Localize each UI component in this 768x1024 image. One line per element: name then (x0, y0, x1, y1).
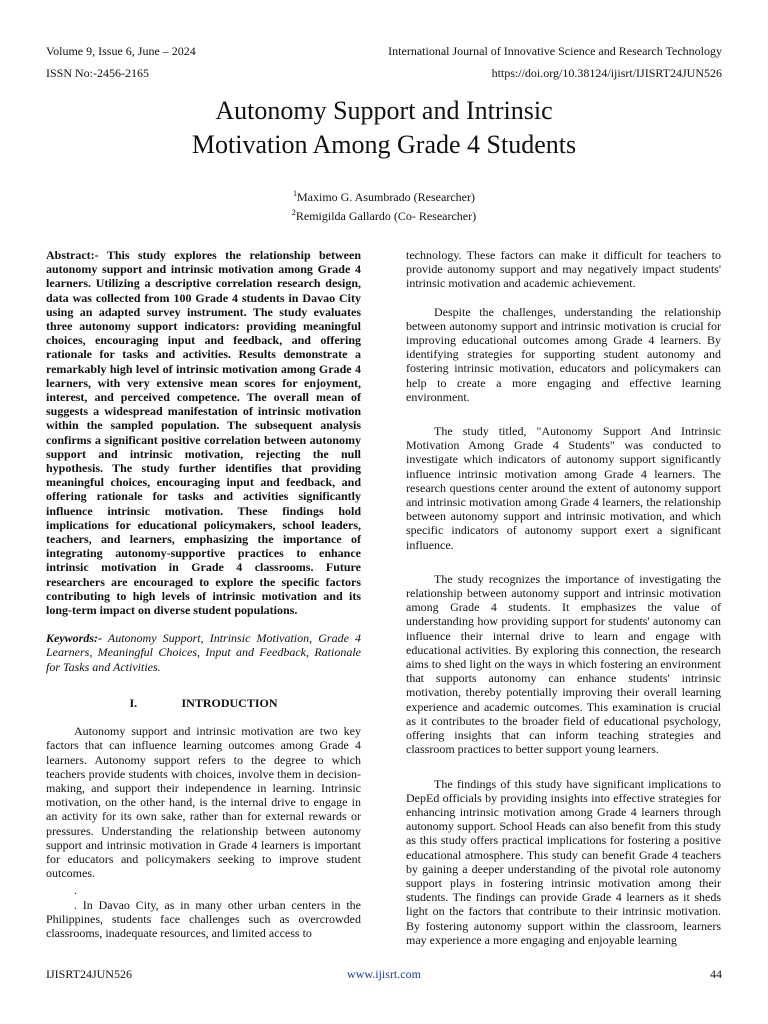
stray-dot: . (74, 883, 77, 898)
title-line-2: Motivation Among Grade 4 Students (191, 130, 577, 159)
journal-name: International Journal of Innovative Science and Research Technology (388, 44, 722, 58)
abstract: Abstract:- This study explores the relationship between autonomy support and intrinsic motivation among Grade 4 learners. Utilizing a descriptive correlation research design, data was collected from 100 Grade 4 students in Davao City using an adapted survey instrument. The study evaluates three autonomy support indicators: providing meaningful choices, encouraging input and feedback, and offering rationale for tasks and activities. Results demonstrate a remarkably high level of intrinsic motivation among Grade 4 learners, with very extensive mean scores for enjoyment, interest, and perceived competence. The overall mean of suggests a widespread manifestation of intrinsic motivation within the sampled population. The subsequent analysis confirms a significant positive correlation between autonomy support and intrinsic motivation, rejecting the null hypothesis. The study further identifies that providing meaningful choices, encouraging input and feedback, and offering rationale for tasks and activities significantly influence intrinsic motivation. These findings hold implications for educational policymakers, school leaders, teachers, and learners, emphasizing the importance of integrating autonomy-supportive practices to enhance intrinsic motivation in Grade 4 classrooms. Future researchers are encouraged to explore the specific factors contributing to high levels of intrinsic motivation and its long-term impact on diverse student populations. (46, 248, 361, 618)
title-line-1: Autonomy Support and Intrinsic (215, 96, 553, 125)
author (0, 186, 768, 205)
section-number: I. (129, 695, 138, 710)
keywords (46, 631, 361, 674)
keywords-text: Autonomy Support, Intrinsic Motivation, Grade 4 Learners, Meaningful Choices, Input and Feedback, Rationale for Tasks and Activities. (46, 631, 361, 674)
author-affiliation-mark: 1 (293, 189, 298, 198)
right-paragraph-3: The study titled, "Autonomy Support And Intrinsic Motivation Among Grade 4 Students" was conducted to investigate which indicators of autonomy support significantly influence intrinsic motivation among Grade 4 learners. The research questions center around the extent of autonomy support and intrinsic motivation among Grade 4 learners, the relationship between autonomy support and intrinsic motivation, and which specific indicators of autonomy support exert a significant influence. (406, 424, 721, 552)
doi-link[interactable]: https://doi.org/10.38124/ijisrt/IJISRT24JUN526 (491, 66, 722, 80)
author-affiliation-mark: 2 (291, 208, 296, 217)
right-paragraph-5: The findings of this study have significant implications to DepEd officials by providing insights into effective strategies for enhancing intrinsic motivation among Grade 4 learners through autonomy support. School Heads can also benefit from this study as this study offers practical implications for fostering a positive educational atmosphere. This study can benefit Grade 4 teachers by gaining a deeper understanding of the pivotal role autonomy support plays in fostering intrinsic motivation among their students. The findings can provide Grade 4 learners as it sheds light on the factors that contribute to their intrinsic motivation. By fostering autonomy support within the classroom, learners may experience a more engaging and enjoyable learning (406, 776, 721, 947)
paper-title (40, 94, 728, 162)
right-paragraph-2: Despite the challenges, understanding the relationship between autonomy support and intrinsic motivation is crucial for improving educational outcomes among Grade 4 learners. By identifying strategies for supporting student autonomy and fostering intrinsic motivation, educators and policymakers can help to create a more engaging and effective learning environment. (406, 304, 721, 404)
right-paragraph-1: technology. These factors can make it difficult for teachers to provide autonomy support and may negatively impact students' intrinsic motivation and academic achievement. (406, 248, 721, 291)
issn: ISSN No:-2456-2165 (46, 66, 150, 80)
author-name: Maximo G. Asumbrado (Researcher) (297, 190, 475, 204)
website-link[interactable]: www.ijisrt.com (347, 967, 421, 981)
intro-paragraph-1: Autonomy support and intrinsic motivation are two key factors that can influence learning outcomes among Grade 4 learners. Autonomy support refers to the degree to which teachers provide students with choices, involve them in decision-making, and support their independence in learning. Intrinsic motivation, on the other hand, is the internal drive to engage in an activity for its own sake, rather than for external rewards or pressures. Understanding the relationship between autonomy support and intrinsic motivation in Grade 4 learners is important for educators and policymakers seeking to improve student outcomes. (46, 724, 361, 881)
right-paragraph-4: The study recognizes the importance of investigating the relationship between autonomy support and intrinsic motivation among Grade 4 students. It emphasizes the value of understanding how providing support for students' autonomy can influence their internal drive to learn and engage with educational activities. By exploring this connection, the research aims to shed light on the ways in which fostering an environment that supports autonomy can enhance students' intrinsic motivation, thereby potentially improving their overall learning experience and academic outcomes. This examination is crucial as it contributes to the broader field of educational psychology, offering insights that can inform teaching strategies and classroom practices to better support young learners. (406, 571, 721, 757)
author (0, 205, 768, 224)
section-heading (46, 696, 361, 710)
right-column (406, 248, 721, 947)
section-title: INTRODUCTION (181, 695, 278, 710)
volume-info: Volume 9, Issue 6, June – 2024 (46, 44, 196, 58)
left-column (46, 248, 361, 940)
author-name: Remigilda Gallardo (Co- Researcher) (295, 209, 477, 223)
keywords-label: Keywords:- (46, 631, 102, 646)
author-list (0, 186, 768, 224)
intro-paragraph-2: . In Davao City, as in many other urban centers in the Philippines, students face challenges such as overcrowded classrooms, inadequate resources, and limited access to (46, 897, 361, 940)
page-number: 44 (710, 967, 722, 981)
paper-code: IJISRT24JUN526 (46, 967, 132, 981)
